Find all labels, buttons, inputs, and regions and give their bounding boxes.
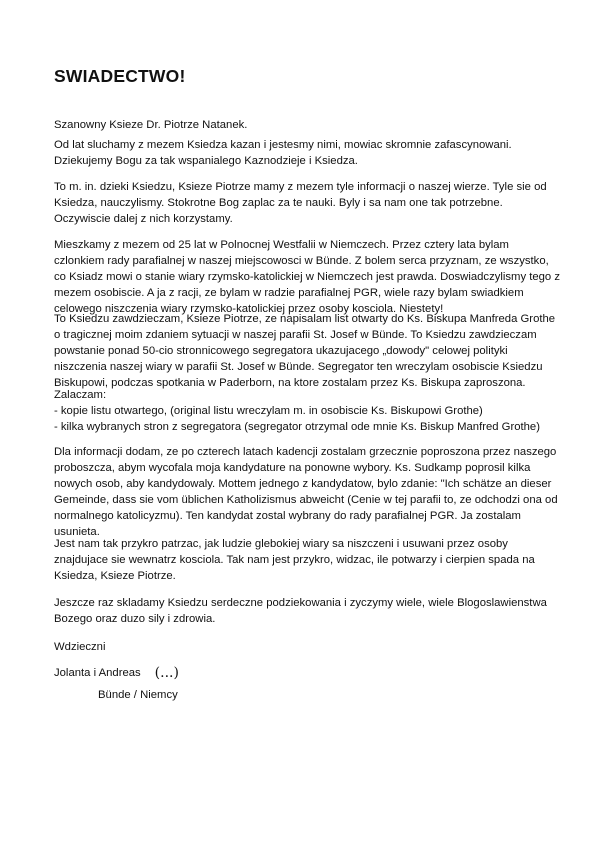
paragraph-1 — [54, 137, 554, 169]
paragraph-line: Jeszcze raz skladamy Ksiedzu serdeczne podziekowania i zyczymy wiele, wiele Blogoslawienstwa — [54, 597, 547, 609]
paragraph-line: normalnego katolicyzmu). Ten kandydat zostal wybrany do rady parafialnej PGR. Ja zostalam — [54, 510, 521, 522]
paragraph-line: Ksiedza, nauczylismy. Stokrotne Bog zaplac za te nauki. Byly i sa nam one tak potrzebne. — [54, 197, 503, 209]
paragraph-line: usunieta. — [54, 526, 100, 538]
paragraph-line: Jest nam tak przykro patrzac, jak ludzie glebokiej wiary sa niszczeni i usuwani przez osoby — [54, 538, 508, 550]
paragraph-line: To Ksiedzu zawdzieczam, Ksieze Piotrze, ze napisalam list otwarty do Ks. Biskupa Manfreda Grothe — [54, 313, 556, 325]
paragraph-line: Oczywiscie dalej z nich korzystamy. — [54, 213, 233, 225]
greeting — [54, 117, 554, 133]
paragraph-2 — [54, 179, 554, 227]
paragraph-line: znajdujace sie wewnatrz kosciola. Tak nam jest przykro, widzac, ile potwarzy i cierpien spada na — [54, 554, 535, 566]
paragraph-7 — [54, 595, 554, 627]
attachments — [54, 387, 554, 435]
paragraph-line: nowych osob, aby kandydowaly. Mottem jednego z kandydatow, bylo zdanie: "Ich schätze an dieser — [54, 478, 552, 490]
paragraph-line: powstanie ponad 50-cio stronnicowego segregatora ukazujacego „dowody" celowej polityki — [54, 345, 508, 357]
paragraph-line: mezem osobiscie. A ja z racji, ze bylam w radzie parafialnej PGR, wiele razy bylam swiadkiem — [54, 287, 524, 299]
paragraph-line: Gemeinde, dass sie vom üblichen Katholizismus abweicht (Cenie w tej parafii to, ze odchodzi ona od — [54, 494, 558, 506]
paragraph-line: Dziekujemy Bogu za tak wspanialego Kaznodzieje i Ksiedza. — [54, 155, 358, 167]
signature — [54, 665, 554, 681]
paragraph-line: Od lat sluchamy z mezem Ksiedza kazan i jestesmy nimi, mowiac skromnie zafascynowani. — [54, 139, 512, 151]
paragraph-5 — [54, 444, 558, 540]
signature-mark: (...) — [154, 665, 179, 681]
paragraph-line: proboszcza, abym wycofala moja kandydature na ponowne wybory. Ks. Sudkamp poprosil kilka — [54, 462, 531, 474]
paragraph-line: Bozego oraz duzo sily i zdrowia. — [54, 613, 216, 625]
letter-title: SWIADECTWO! — [54, 66, 186, 86]
paragraph-line: Dla informacji dodam, ze po czterech latach kadencji zostalam grzecznie poproszona przez naszego — [54, 446, 557, 458]
signature-line — [54, 665, 554, 681]
paragraph-line: co Ksiadz mowi o stanie wiary rzymsko-katolickiej w Niemczech jest prawda. Doswiadczylismy tego z — [54, 271, 561, 283]
city-line: Bünde / Niemcy — [98, 689, 178, 701]
paragraph-line: Biskupowi, podczas spotkania w Paderborn, na ktore zostalam przez Ks. Biskupa zaproszona. — [54, 377, 526, 389]
paragraph-line: Mieszkamy z mezem od 25 lat w Polnocnej Westfalii w Niemczech. Przez cztery lata bylam — [54, 239, 509, 251]
paragraph-line: czlonkiem rady parafialnej w naszej miejscowosci w Bünde. Z bolem serca przyznam, ze wszystko, — [54, 255, 549, 267]
closing-word: Wdzieczni — [54, 641, 106, 653]
attachments-heading: Zalaczam: — [54, 389, 107, 401]
paragraph-line: To m. in. dzieki Ksiedzu, Ksieze Piotrze mamy z mezem tyle informacji o naszej wierze. Tyle sie od — [54, 181, 547, 193]
greeting-line: Szanowny Ksieze Dr. Piotrze Natanek. — [54, 119, 248, 131]
paragraph-line: celowego niszczenia wiary rzymsko-katolickiej przez osoby kosciola. Niestety! — [54, 303, 444, 315]
closing — [54, 639, 554, 655]
paragraph-line: niszczenia naszej wiary w parafii St. Josef w Bünde. Segregator ten wreczylam osobiscie Ksiedzu — [54, 361, 543, 373]
attachment-item: - kilka wybranych stron z segregatora (segregator otrzymal ode mnie Ks. Biskup Manfred Grothe) — [54, 421, 540, 433]
paragraph-line: Ksiedza, Ksieze Piotrze. — [54, 570, 176, 582]
paragraph-4 — [54, 311, 554, 391]
paragraph-3 — [54, 237, 561, 317]
paragraph-line: o tragicznej moim zdaniem sytuacji w naszej parafii St. Josef w Bünde. To Ksiedzu zawdzieczam — [54, 329, 537, 341]
paragraph-6 — [54, 536, 554, 584]
signature-names: Jolanta i Andreas — [54, 667, 141, 679]
attachment-item: - kopie listu otwartego, (original listu wreczylam m. in osobiscie Ks. Biskupowi Grothe) — [54, 405, 483, 417]
